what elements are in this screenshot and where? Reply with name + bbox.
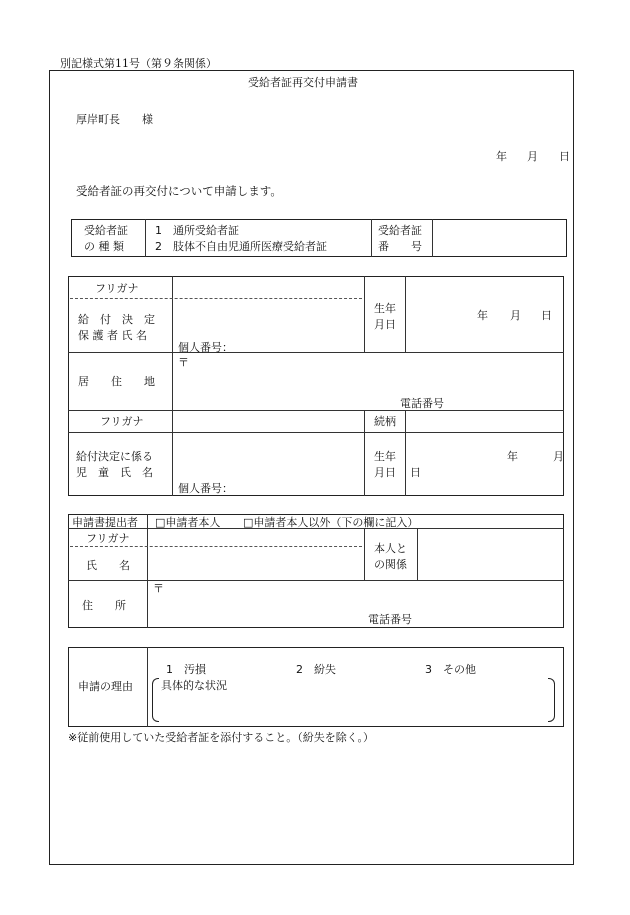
child-name-field[interactable]: [178, 440, 358, 474]
left-bracket: [152, 678, 159, 722]
form-title: 受給者証再交付申請書: [248, 76, 358, 89]
child-birth-label: 生年: [374, 450, 396, 463]
addressee: 厚岸町長 様: [76, 113, 153, 126]
reason-option-lost[interactable]: 2 紛失: [296, 663, 336, 676]
guardian-birth-label: 生年: [374, 302, 396, 315]
child-personal-number: 個人番号：: [178, 482, 233, 495]
submitter-relation-label: 本人と: [374, 542, 407, 555]
certificate-type-label: 受給者証: [84, 224, 128, 237]
guardian-personal-number: 個人番号：: [178, 341, 233, 354]
residence-phone-label: 電話番号: [400, 397, 444, 410]
child-relation-label: 続柄: [374, 415, 396, 428]
child-birth-month: 月: [553, 450, 564, 463]
submitter-option-self[interactable]: □申請者本人: [155, 516, 221, 529]
submitter-option-other[interactable]: □申請者本人以外（下の欄に記入）: [243, 516, 419, 529]
form-number: 別記様式第11号（第９条関係）: [60, 57, 217, 70]
submitter-furigana-field[interactable]: [152, 532, 357, 544]
guardian-furigana-field[interactable]: [178, 283, 358, 295]
child-furigana-label: フリガナ: [100, 415, 144, 428]
submitter-phone-label: 電話番号: [368, 613, 412, 626]
guardian-birth-day: 日: [541, 309, 552, 322]
residence-field[interactable]: [190, 362, 550, 392]
date-month: 月: [527, 150, 538, 163]
guardian-birth-month: 月: [510, 309, 521, 322]
submitter-relation-label-2: の関係: [374, 558, 407, 571]
guardian-birth-year: 年: [477, 309, 488, 322]
certificate-number-field[interactable]: [440, 225, 560, 251]
certificate-option-2[interactable]: 2 肢体不自由児通所医療受給者証: [155, 240, 327, 253]
footnote: ※従前使用していた受給者証を添付すること。（紛失を除く。）: [68, 731, 374, 744]
child-name-label: 給付決定に係る: [76, 450, 153, 463]
submitter-name-field[interactable]: [152, 551, 357, 575]
submitter-address-field[interactable]: [165, 588, 555, 610]
child-name-label-2: 児 童 氏 名: [76, 466, 153, 479]
reason-detail-label: 具体的な状況: [161, 679, 227, 692]
submitter-address-label: 住 所: [82, 599, 126, 612]
guardian-birth-label-2: 月日: [374, 318, 396, 331]
guardian-name-field[interactable]: [178, 303, 358, 333]
reason-detail-field[interactable]: [161, 694, 541, 718]
guardian-furigana-label: フリガナ: [95, 282, 139, 295]
child-relation-field[interactable]: [410, 415, 560, 429]
reason-option-soiled[interactable]: 1 汚損: [166, 663, 206, 676]
child-birth-label-2: 月日: [374, 466, 396, 479]
submitter-furigana-label: フリガナ: [86, 532, 130, 545]
residence-label: 居 住 地: [78, 375, 155, 388]
child-birth-day: 日: [410, 466, 421, 479]
child-birth-year: 年: [507, 450, 518, 463]
submitter-postal-mark: 〒: [153, 582, 164, 595]
certificate-option-1[interactable]: 1 通所受給者証: [155, 224, 239, 237]
certificate-type-label-2: の 種 類: [84, 240, 124, 253]
child-furigana-field[interactable]: [178, 415, 358, 429]
guardian-name-label: 給 付 決 定: [78, 313, 155, 326]
certificate-number-label-2: 番 号: [378, 240, 422, 253]
date-year: 年: [496, 150, 507, 163]
certificate-number-label: 受給者証: [378, 224, 422, 237]
guardian-name-label-2: 保 護 者 氏 名: [78, 329, 147, 342]
submitter-relation-field[interactable]: [422, 533, 557, 575]
reason-label: 申請の理由: [78, 680, 133, 693]
intro-text: 受給者証の再交付について申請します。: [76, 184, 282, 198]
residence-postal-mark: 〒: [178, 356, 189, 369]
right-bracket: [548, 678, 555, 722]
submitter-name-label: 氏 名: [86, 559, 130, 572]
date-day: 日: [559, 150, 570, 163]
submitter-label: 申請書提出者: [72, 516, 138, 529]
reason-option-other[interactable]: 3 その他: [425, 663, 476, 676]
